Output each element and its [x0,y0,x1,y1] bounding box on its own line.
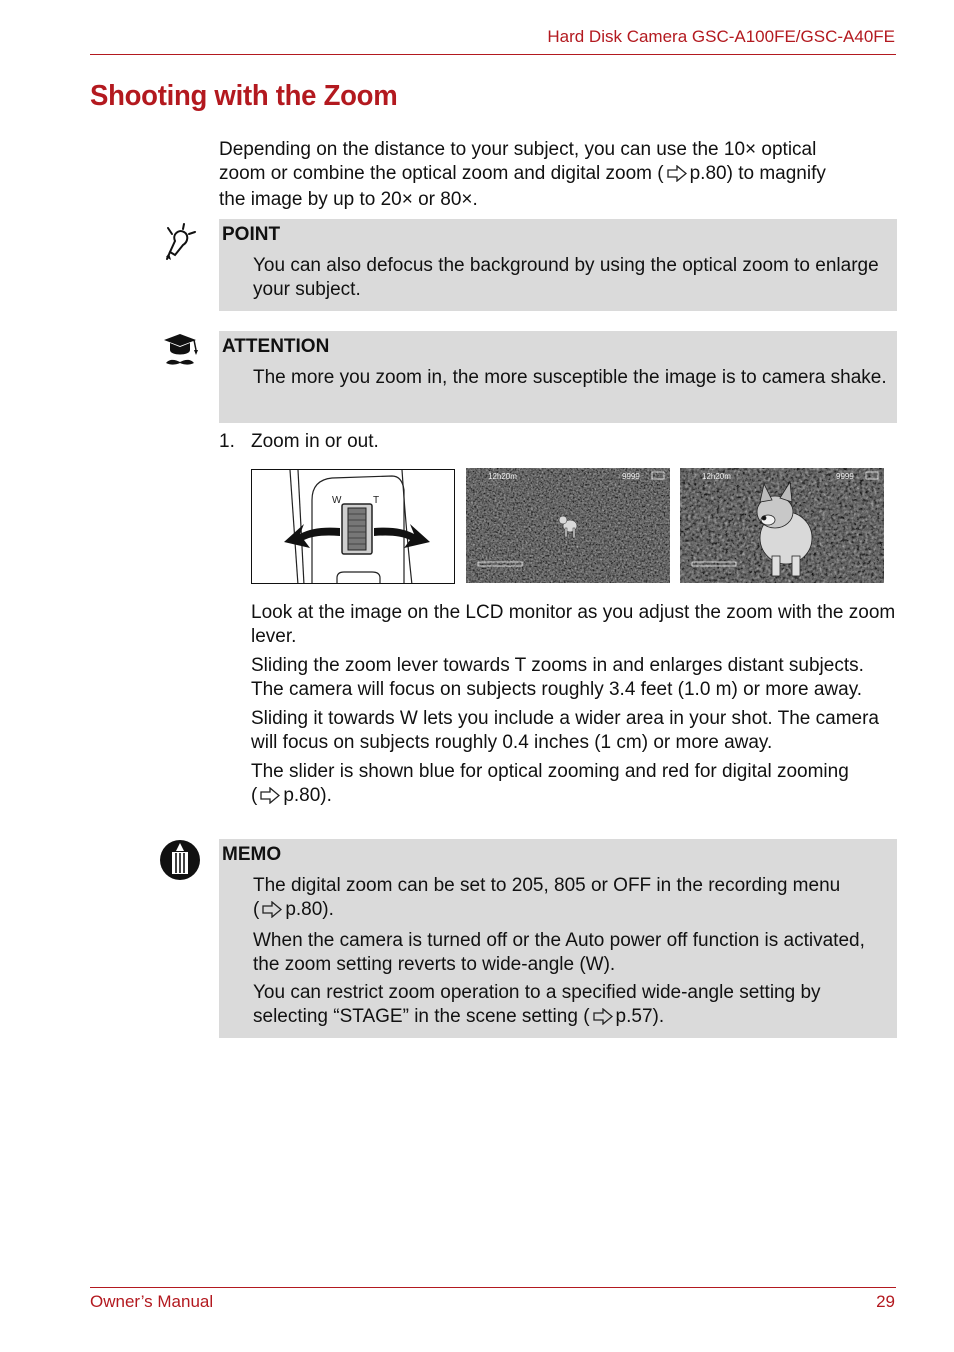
lever-label-t: T [373,495,380,506]
body-paragraph-4 [251,760,896,810]
pencil-icon [159,839,201,886]
page-reference-arrow-icon [667,165,687,189]
point-heading: POINT [222,224,281,245]
body-paragraph-1: Look at the image on the LCD monitor as you adjust the zoom with the zoom lever. [251,602,896,647]
lcd-count: 9999 [622,472,640,481]
step-number: 1. [219,431,235,452]
intro-reference-text: p.80) to magnify [689,162,826,184]
graduate-icon [162,332,202,373]
point-box [219,219,897,311]
page-reference-arrow-icon [260,787,280,811]
lightbulb-icon [160,222,200,269]
memo-item-1-open: ( [253,898,260,920]
zoom-lever-illustration [251,469,455,584]
body-paragraph-2: Sliding the zoom lever towards T zooms in and enlarges distant subjects. The camera will focus on subjects roughly 3.4 feet (1.0 m) or more away. [251,655,864,700]
intro-line-3: the image by up to 20× or 80×. [219,189,478,210]
attention-text: The more you zoom in, the more susceptible the image is to camera shake. [253,367,887,388]
footer-page-number: 29 [876,1292,895,1311]
running-header: Hard Disk Camera GSC-A100FE/GSC-A40FE [547,27,895,46]
lcd-time: 12h20m [488,472,517,481]
memo-body [253,874,887,1036]
section-title: Shooting with the Zoom [90,80,398,112]
memo-item-2: When the camera is turned off or the Auto power off function is activated, the zoom setting reverts to wide-angle (W). [253,930,865,975]
memo-item-1 [253,874,887,924]
memo-item-3 [253,981,887,1031]
memo-item-1-reference: p.80). [285,898,334,920]
body-paragraph-4-open: ( [251,784,258,806]
page-reference-arrow-icon [262,901,282,925]
intro-line-1: Depending on the distance to your subject, you can use the 10× optical [219,139,817,160]
lever-label-w: W [332,495,342,506]
step-text: Zoom in or out. [251,431,379,452]
page-reference-arrow-icon [593,1008,613,1032]
memo-item-1-text: The digital zoom can be set to 205, 805 or OFF in the recording menu [253,875,841,896]
point-text: You can also defocus the background by using the optical zoom to enlarge your subject. [253,255,879,300]
memo-item-3-text: You can restrict zoom operation to a specified wide-angle setting by selecting “STAGE” in the scene setting ( [253,982,821,1027]
intro-text: zoom or combine the optical zoom and digital zoom ( [219,162,664,184]
lcd-time: 12h20m [702,472,731,481]
attention-heading: ATTENTION [222,336,330,357]
body-paragraph-3: Sliding it towards W lets you include a wider area in your shot. The camera will focus on subjects roughly 0.4 inches (1 cm) or more away. [251,708,880,753]
attention-box [219,331,897,423]
intro-paragraph [219,138,899,212]
lcd-screen-wide [466,468,670,583]
body-paragraph-4-text: The slider is shown blue for optical zooming and red for digital zooming [251,761,849,782]
memo-box [219,839,897,1038]
footer-manual-name: Owner’s Manual [90,1292,214,1311]
body-text [251,601,896,810]
header-rule [90,54,896,55]
memo-heading: MEMO [222,844,282,865]
memo-item-3-reference: p.57). [615,1005,665,1027]
body-paragraph-4-reference: p.80). [283,784,332,806]
lcd-screen-tele [680,468,884,583]
footer-rule [90,1287,896,1288]
arrow-right-icon [374,524,430,548]
lcd-count: 9999 [836,472,854,481]
intro-line-2 [219,162,899,189]
